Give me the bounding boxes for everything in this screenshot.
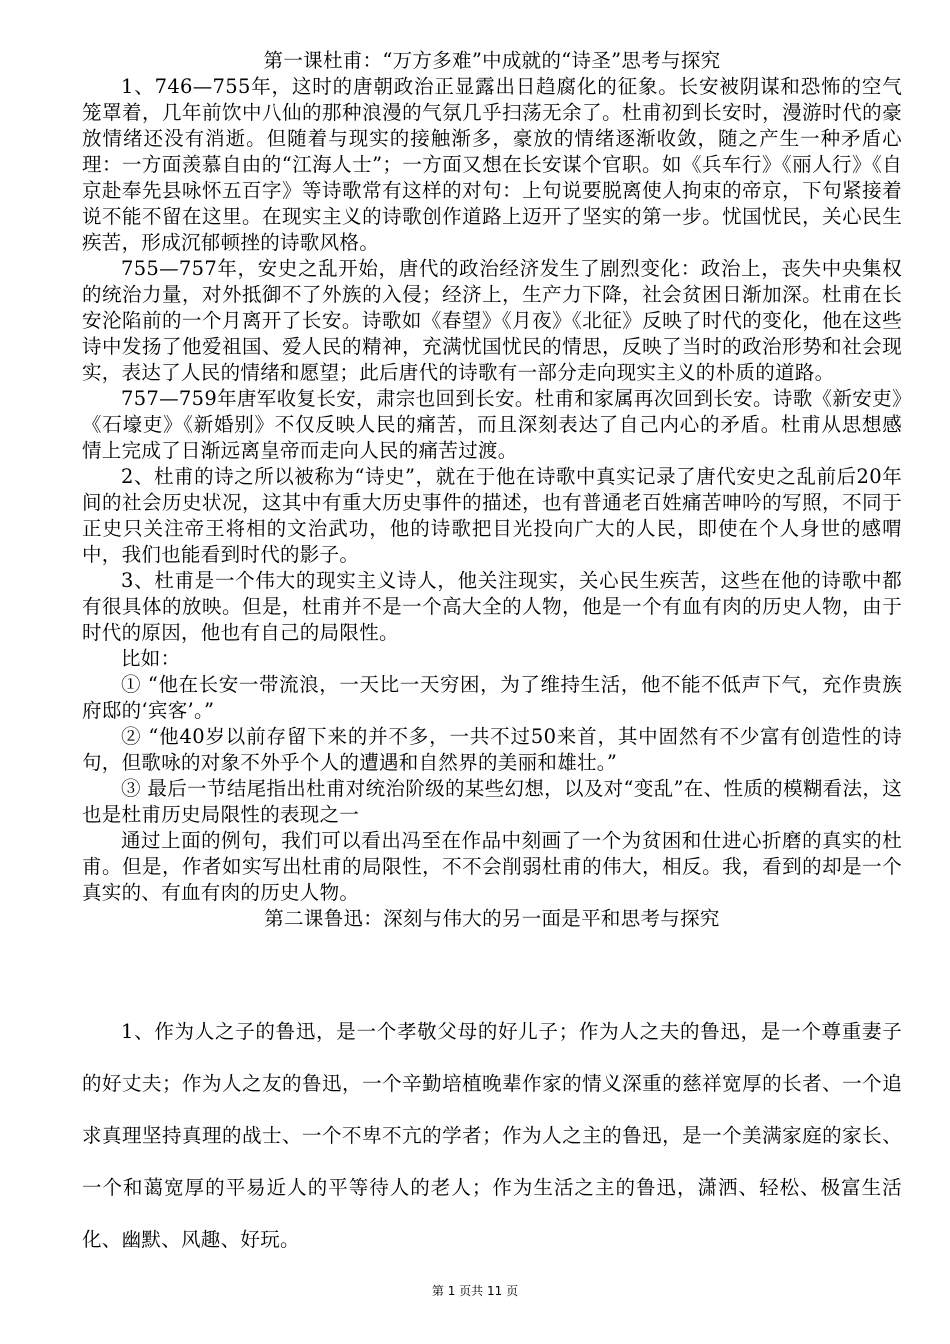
lesson2-title: 第二课鲁迅：深刻与伟大的另一面是平和思考与探究 [264,907,720,930]
paragraph: 1、746—755年，这时的唐朝政治正显露出日趋腐化的征象。长安被阴谋和恐怖的空气笼罩着，几年前饮中八仙的那种浪漫的气氛几乎扫荡无余了。杜甫初到长安时，漫游时代的豪放情绪还没有消逝。但随着与现实的接触渐多，豪放的情绪逐渐收敛，随之产生一种矛盾心理：一方面羡慕自由的“江海人士”；一方面又想在长安谋个官职。如《兵车行》《丽人行》《自京赴奉先县咏怀五百字》等诗歌常有这样的对句：上句说要脱离使人拘束的帝京，下句紧接着说不能不留在这里。在现实主义的诗歌创作道路上迈开了坚实的第一步。忧国忧民，关心民生疾苦，形成沉郁顿挫的诗歌风格。 [82,75,902,254]
page-footer: 第 1 页共 11 页 [431,1284,519,1298]
paragraph: ③ 最后一节结尾指出杜甫对统治阶级的某些幻想，以及对“变乱”在、性质的模糊看法，这也是杜甫历史局限性的表现之一 [82,777,902,826]
paragraph: 3、杜甫是一个伟大的现实主义诗人，他关注现实，关心民生疾苦，这些在他的诗歌中都有很具体的放映。但是，杜甫并不是一个高大全的人物，他是一个有血有肉的历史人物，由于时代的原因，他也有自己的局限性。 [82,569,902,644]
lesson1-title: 第一课杜甫：“万方多难”中成就的“诗圣”思考与探究 [263,49,721,72]
paragraph: 通过上面的例句，我们可以看出冯至在作品中刻画了一个为贫困和仕进心折磨的真实的杜甫。但是，作者如实写出杜甫的局限性，不不会削弱杜甫的伟大，相反。我，看到的却是一个真实的、有血有肉的历史人物。 [82,829,902,904]
paragraph: 1、作为人之子的鲁迅，是一个孝敬父母的好儿子；作为人之夫的鲁迅，是一个尊重妻子的好丈夫；作为人之友的鲁迅，一个辛勤培植晚辈作家的情义深重的慈祥宽厚的长者、一个追求真理坚持真理的战士、一个不卑不亢的学者；作为人之主的鲁迅，是一个美满家庭的家长、一个和蔼宽厚的平易近人的平等待人的老人；作为生活之主的鲁迅，潇洒、轻松、极富生活化、幽默、风趣、好玩。 [82,1020,902,1251]
paragraph: 比如： [121,647,181,670]
paragraph: ② “他40岁以前存留下来的并不多，一共不过50来首，其中固然有不少富有创造性的诗句，但歌咏的对象不外乎个人的遭遇和自然界的美丽和雄壮。” [82,725,902,774]
paragraph: 757—759年唐军收复长安，肃宗也回到长安。杜甫和家属再次回到长安。诗歌《新安吏》《石壕吏》《新婚别》不仅反映人民的痛苦，而且深刻表达了自己内心的矛盾。杜甫从思想感情上完成了日渐远离皇帝而走向人民的痛苦过渡。 [82,387,902,462]
paragraph: 2、杜甫的诗之所以被称为“诗史”，就在于他在诗歌中真实记录了唐代安史之乱前后20年间的社会历史状况，这其中有重大历史事件的描述，也有普通老百姓痛苦呻吟的写照，不同于正史只关注帝王将相的文治武功，他的诗歌把目光投向广大的人民，即使在个人身世的感喟中，我们也能看到时代的影子。 [82,465,902,566]
paragraph: 755—757年，安史之乱开始，唐代的政治经济发生了剧烈变化：政治上，丧失中央集权的统治力量，对外抵御不了外族的入侵；经济上，生产力下降，社会贫困日渐加深。杜甫在长安沦陷前的一个月离开了长安。诗歌如《春望》《月夜》《北征》反映了时代的变化，他在这些诗中发扬了他爱祖国、爱人民的精神，充满忧国忧民的情思，反映了当时的政治形势和社会现实，表达了人民的情绪和愿望；此后唐代的诗歌有一部分走向现实主义的朴质的道路。 [82,257,902,384]
paragraph: ① “他在长安一带流浪，一天比一天穷困，为了维持生活，他不能不低声下气，充作贵族府邸的‘宾客’。” [82,673,902,722]
lesson1-section [82,48,902,932]
lesson2-section [82,1006,902,1266]
